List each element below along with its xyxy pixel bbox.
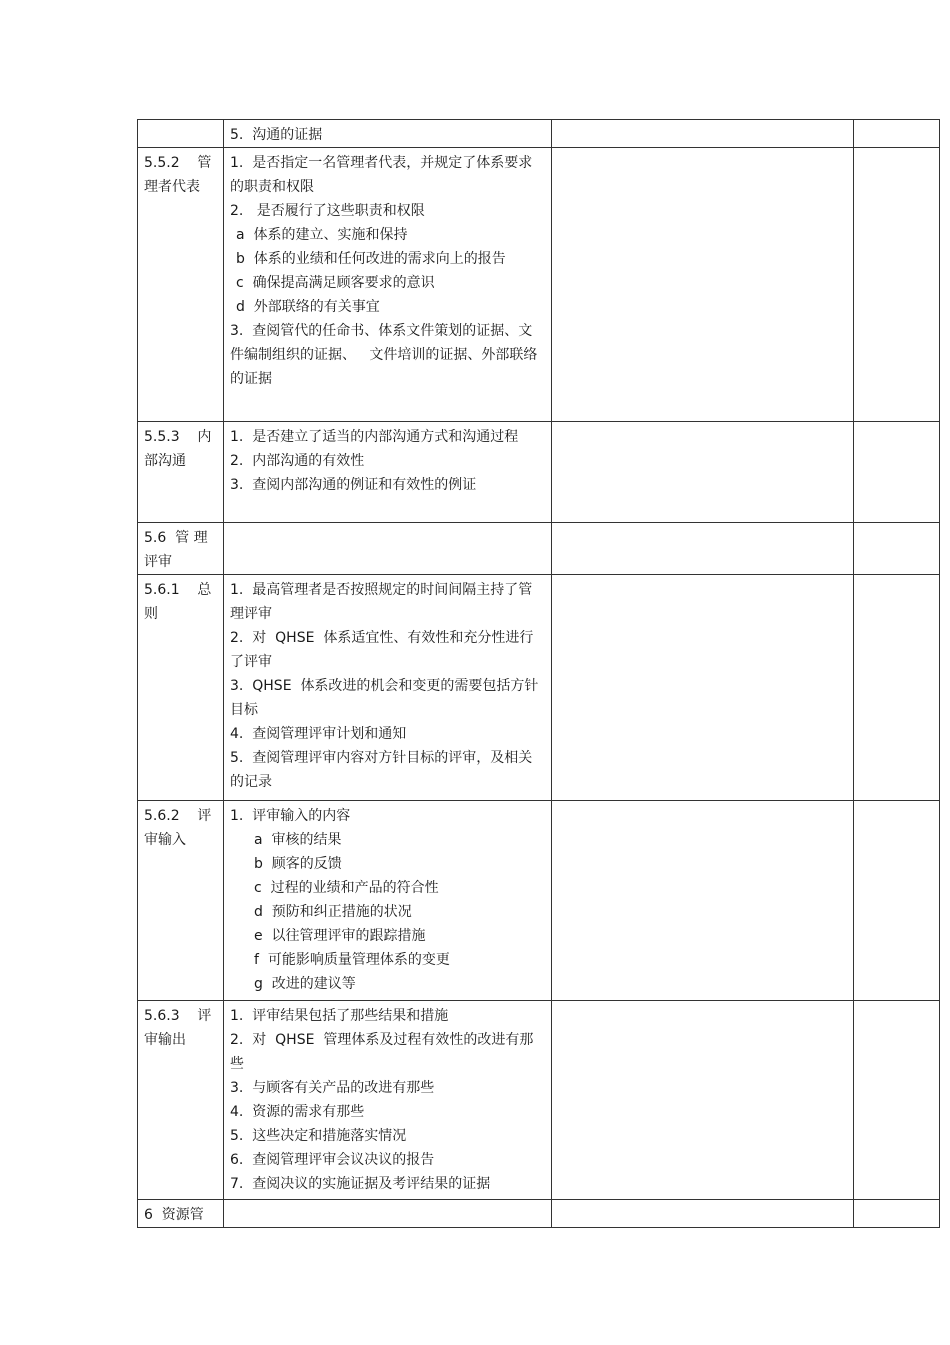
checklist-item: d 外部联络的有关事宜 <box>236 299 380 315</box>
checklist-items-cell <box>224 1200 552 1228</box>
checklist-item: f 可能影响质量管理体系的变更 <box>254 952 450 968</box>
table-row <box>138 422 940 523</box>
clause-cell <box>138 422 224 523</box>
checklist-items-cell <box>224 422 552 523</box>
checklist-item: 1. 评审结果包括了那些结果和措施 <box>230 1008 449 1024</box>
checklist-item: 4. 查阅管理评审计划和通知 <box>230 726 407 742</box>
checklist-item: 3. 与顾客有关产品的改进有那些 <box>230 1080 435 1096</box>
table-row <box>138 801 940 1001</box>
checklist-item: e 以往管理评审的跟踪措施 <box>254 928 426 944</box>
checklist-item: 5. 查阅管理评审内容对方针目标的评审，及相关的记录 <box>230 750 533 790</box>
table-row <box>138 120 940 148</box>
clause-label: 5.6.2 评审输入 <box>144 808 212 848</box>
checklist-item: 1. 是否指定一名管理者代表，并规定了体系要求的职责和权限 <box>230 155 533 195</box>
checklist-item: b 体系的业绩和任何改进的需求向上的报告 <box>236 251 506 267</box>
clause-label: 5.5.3 内部沟通 <box>144 429 212 469</box>
checklist-item: 2. 对 QHSE 管理体系及过程有效性的改进有那些 <box>230 1032 534 1072</box>
table-body <box>138 120 940 1228</box>
remarks-cell[interactable] <box>854 801 940 1001</box>
checklist-item: c 过程的业绩和产品的符合性 <box>254 880 439 896</box>
checklist-item: 3. QHSE 体系改进的机会和变更的需要包括方针目标 <box>230 678 539 718</box>
audit-record-cell[interactable] <box>552 1001 854 1200</box>
audit-record-cell[interactable] <box>552 120 854 148</box>
checklist-items-cell <box>224 148 552 422</box>
remarks-cell[interactable] <box>854 422 940 523</box>
checklist-item: b 顾客的反馈 <box>254 856 342 872</box>
checklist-item: 5. 沟通的证据 <box>230 127 323 143</box>
clause-cell <box>138 148 224 422</box>
remarks-cell[interactable] <box>854 1001 940 1200</box>
checklist-item: a 审核的结果 <box>254 832 342 848</box>
checklist-item: 3. 查阅内部沟通的例证和有效性的例证 <box>230 477 477 493</box>
checklist-item: 1. 是否建立了适当的内部沟通方式和沟通过程 <box>230 429 519 445</box>
audit-checklist-table <box>137 119 940 1228</box>
remarks-cell[interactable] <box>854 575 940 801</box>
clause-cell <box>138 523 224 575</box>
remarks-cell[interactable] <box>854 523 940 575</box>
checklist-item: 3. 查阅管代的任命书、体系文件策划的证据、文件编制组织的证据、 文件培训的证据、外部联络的证据 <box>230 323 538 387</box>
table-row <box>138 148 940 422</box>
audit-record-cell[interactable] <box>552 422 854 523</box>
clause-cell <box>138 575 224 801</box>
clause-cell <box>138 1001 224 1200</box>
audit-record-cell[interactable] <box>552 523 854 575</box>
checklist-item: a 体系的建立、实施和保持 <box>236 227 408 243</box>
checklist-item: 5. 这些决定和措施落实情况 <box>230 1128 407 1144</box>
clause-cell <box>138 801 224 1001</box>
clause-cell <box>138 1200 224 1228</box>
table-row <box>138 1200 940 1228</box>
checklist-items-cell <box>224 575 552 801</box>
table-row <box>138 1001 940 1200</box>
table-row <box>138 575 940 801</box>
checklist-items-cell <box>224 120 552 148</box>
audit-record-cell[interactable] <box>552 1200 854 1228</box>
checklist-item: 7. 查阅决议的实施证据及考评结果的证据 <box>230 1176 491 1192</box>
remarks-cell[interactable] <box>854 120 940 148</box>
checklist-item: c 确保提高满足顾客要求的意识 <box>236 275 435 291</box>
checklist-item: 2. 内部沟通的有效性 <box>230 453 365 469</box>
clause-label: 5.6.3 评审输出 <box>144 1008 212 1048</box>
clause-label: 5.6.1 总则 <box>144 582 212 622</box>
clause-label: 5.5.2 管理者代表 <box>144 155 212 195</box>
remarks-cell[interactable] <box>854 1200 940 1228</box>
audit-record-cell[interactable] <box>552 801 854 1001</box>
audit-record-cell[interactable] <box>552 575 854 801</box>
clause-label: 6 资源管 <box>144 1207 204 1223</box>
checklist-items-cell <box>224 523 552 575</box>
checklist-item: d 预防和纠正措施的状况 <box>254 904 412 920</box>
audit-record-cell[interactable] <box>552 148 854 422</box>
checklist-item: 6. 查阅管理评审会议决议的报告 <box>230 1152 435 1168</box>
checklist-item: 2. 是否履行了这些职责和权限 <box>230 203 425 219</box>
clause-label: 5.6 管 理 评审 <box>144 530 213 570</box>
table-row <box>138 523 940 575</box>
clause-cell <box>138 120 224 148</box>
checklist-item: g 改进的建议等 <box>254 976 356 992</box>
checklist-item: 4. 资源的需求有那些 <box>230 1104 365 1120</box>
checklist-items-cell <box>224 1001 552 1200</box>
remarks-cell[interactable] <box>854 148 940 422</box>
checklist-items-cell <box>224 801 552 1001</box>
checklist-item: 1. 最高管理者是否按照规定的时间间隔主持了管理评审 <box>230 582 533 622</box>
checklist-item: 1. 评审输入的内容 <box>230 808 351 824</box>
checklist-item: 2. 对 QHSE 体系适宜性、有效性和充分性进行了评审 <box>230 630 534 670</box>
